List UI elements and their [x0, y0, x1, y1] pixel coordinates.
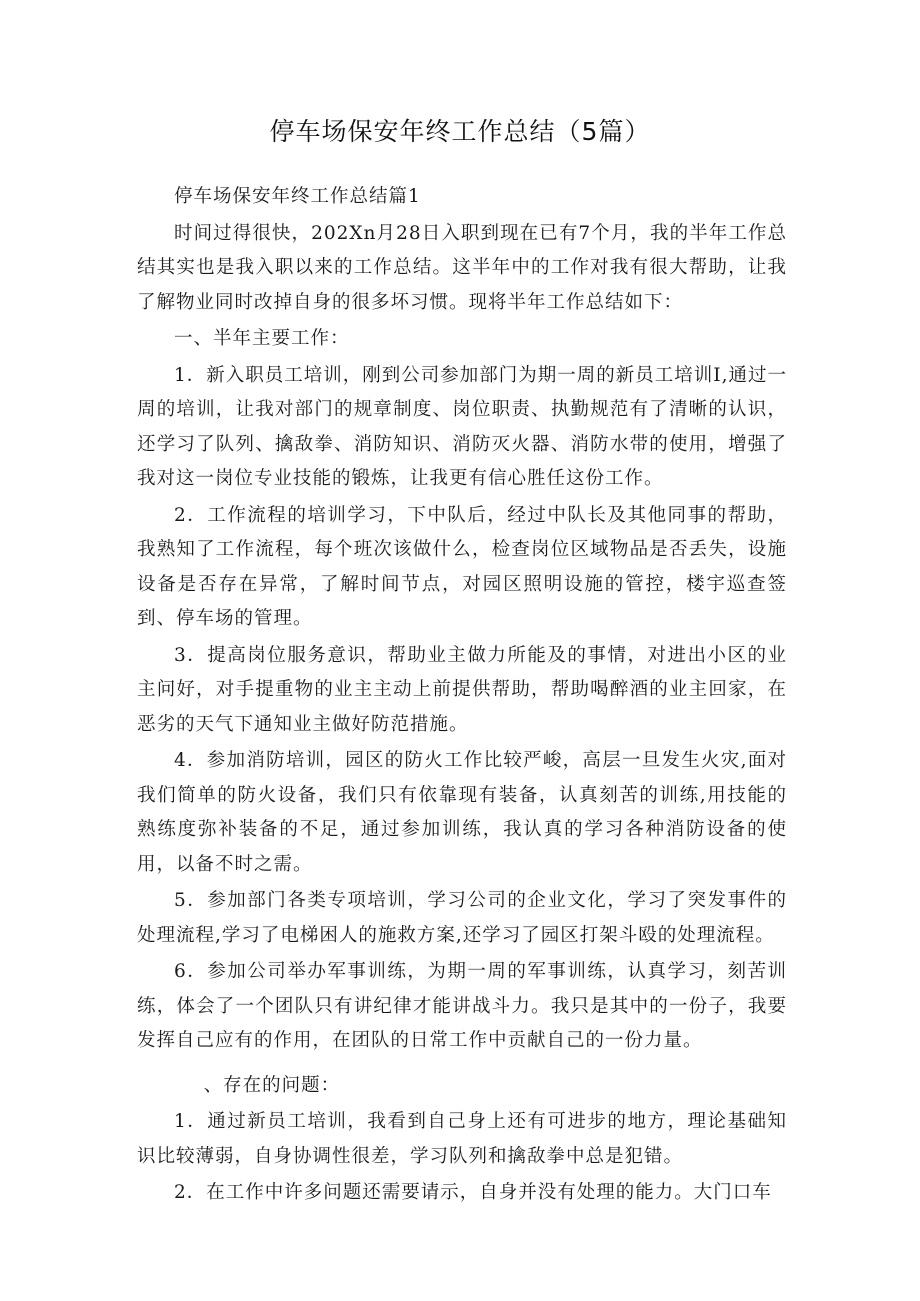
section1-item-3: 3．提高岗位服务意识，帮助业主做力所能及的事情，对进出小区的业主问好，对手提重物的业主主动上前提供帮助，帮助喝醉酒的业主回家，在恶劣的天气下通知业主做好防范措施。 — [137, 644, 787, 735]
section1-item-5: 5．参加部门各类专项培训，学习公司的企业文化，学习了突发事件的处理流程,学习了电梯困人的施救方案,还学习了园区打架斗殴的处理流程。 — [137, 890, 787, 946]
document-body — [137, 180, 787, 1213]
intro-paragraph: 时间过得很快，202Xn月28日入职到现在已有7个月，我的半年工作总结其实也是我入职以来的工作总结。这半年中的工作对我有很大帮助，让我了解物业同时改掉自身的很多坏习惯。现将半年工作总结如下： — [137, 222, 787, 313]
section1-item-2: 2．工作流程的培训学习，下中队后，经过中队长及其他同事的帮助，我熟知了工作流程，每个班次该做什么，检查岗位区域物品是否丢失，设施设备是否存在异常，了解时间节点，对园区照明设施的管控，楼宇巡查签到、停车场的管理。 — [137, 504, 787, 629]
section2-item-1: 1．通过新员工培训，我看到自己身上还有可进步的地方，理论基础知识比较薄弱，自身协调性很差，学习队列和擒敌拳中总是犯错。 — [137, 1111, 787, 1167]
section1-item-6: 6．参加公司举办军事训练，为期一周的军事训练，认真学习，刻苦训练，体会了一个团队只有讲纪律才能讲战斗力。我只是其中的一份子，我要发挥自己应有的作用，在团队的日常工作中贡献自己的一份力量。 — [137, 961, 787, 1051]
document-title: 停车场保安年终工作总结（5篇） — [269, 117, 651, 146]
section1-heading: 一、半年主要工作： — [174, 328, 350, 349]
section2-item-2: 2．在工作中许多问题还需要请示，自身并没有处理的能力。大门口车 — [174, 1182, 772, 1203]
section2-heading: 、存在的问题： — [203, 1074, 341, 1096]
section1-item-4: 4．参加消防培训，园区的防火工作比较严峻，高层一旦发生火灾,面对我们简单的防火设备，我们只有依靠现有装备，认真刻苦的训练,用技能的熟练度弥补装备的不足，通过参加训练，我认真的学习各种消防设备的使用，以备不时之需。 — [137, 750, 787, 875]
document-subtitle: 停车场保安年终工作总结篇1 — [174, 186, 421, 207]
section1-item-1: 1．新入职员工培训，刚到公司参加部门为期一周的新员工培训I,通过一周的培训，让我对部门的规章制度、岗位职责、执勤规范有了清晰的认识，还学习了队列、擒敌拳、消防知识、消防灭火器、消防水带的使用，增强了我对这一岗位专业技能的锻炼，让我更有信心胜任这份工作。 — [137, 364, 787, 489]
